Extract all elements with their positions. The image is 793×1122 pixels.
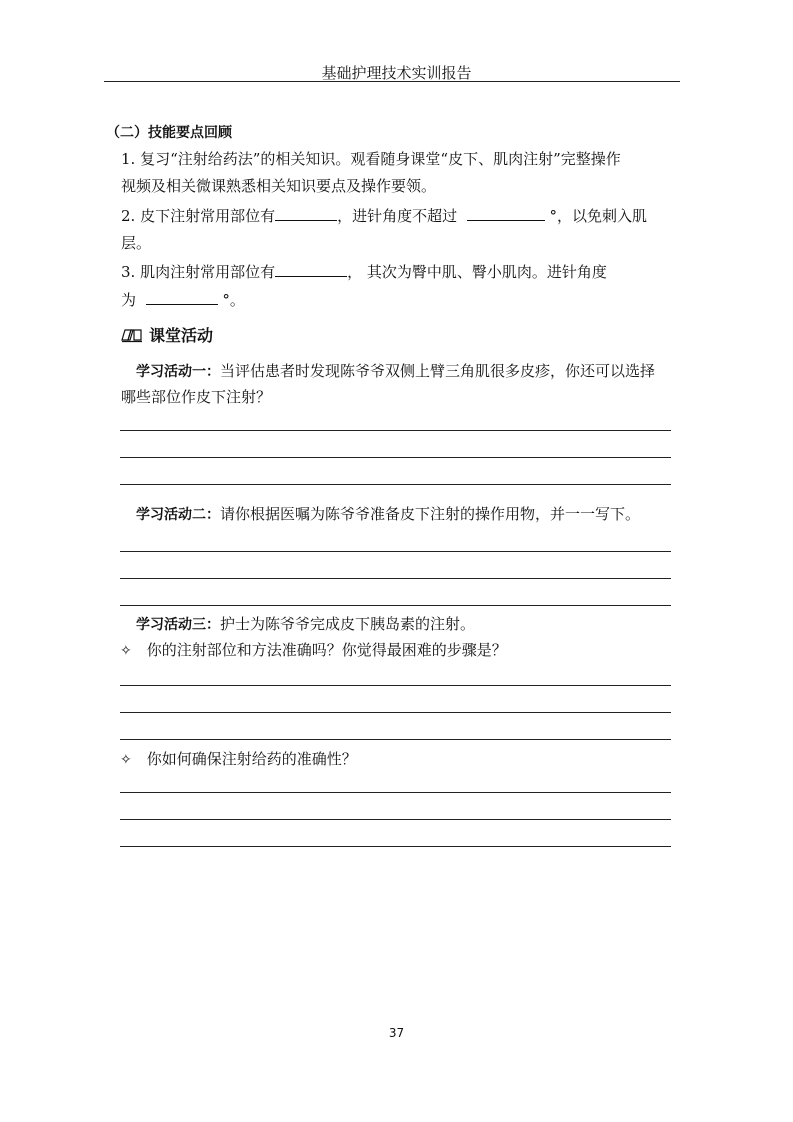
- item3-text-d: °。: [222, 291, 245, 309]
- fill-blank-intramuscular-angle[interactable]: [146, 289, 218, 305]
- fill-blank-subcutaneous-angle[interactable]: [467, 205, 545, 221]
- question2-text: 你如何确保注射给药的准确性？: [146, 750, 357, 768]
- answer-line[interactable]: [120, 457, 671, 458]
- activity3-text: 护士为陈爷爷完成皮下胰岛素的注射。: [220, 615, 476, 633]
- classroom-heading: [121, 323, 213, 346]
- answer-line[interactable]: [120, 685, 671, 686]
- item2-text-a: 2. 皮下注射常用部位有: [121, 207, 276, 225]
- item3-text-a: 3. 肌肉注射常用部位有: [121, 263, 276, 281]
- header-divider: [104, 81, 680, 82]
- answer-line[interactable]: [120, 430, 671, 431]
- activity3-label: 学习活动三：: [136, 617, 220, 633]
- page-number: 37: [388, 1026, 405, 1040]
- activity1-line1: [136, 361, 655, 382]
- diamond-bullet-icon: ✧: [120, 643, 132, 659]
- classroom-title: 课堂活动: [149, 326, 214, 345]
- item1-line1: 1. 复习“注射给药法”的相关知识。观看随身课堂“皮下、肌肉注射”完整操作: [121, 150, 621, 168]
- question2-line: [120, 749, 357, 770]
- activity2-text: 请你根据医嘱为陈爷爷准备皮下注射的操作用物，并一一写下。: [220, 505, 641, 523]
- book-icon: [121, 327, 143, 343]
- question1-text: 你的注射部位和方法准确吗？你觉得最困难的步骤是？: [146, 641, 507, 659]
- item3-line1: [121, 261, 607, 282]
- item2-text-c: °，以免刺入肌: [549, 207, 647, 225]
- answer-line[interactable]: [120, 605, 671, 606]
- diamond-bullet-icon: ✧: [120, 752, 132, 768]
- activity2-label: 学习活动二：: [136, 507, 220, 523]
- report-title: 基础护理技术实训报告: [321, 64, 472, 82]
- activity3-line: [136, 614, 475, 635]
- question1-line: [120, 640, 507, 661]
- item3-text-c: 为: [121, 291, 137, 309]
- item3-text-b: ， 其次为臀中肌、臀小肌肉。进针角度: [347, 263, 607, 281]
- item2-line1: [121, 205, 647, 226]
- answer-line[interactable]: [120, 739, 671, 740]
- activity2-line: [136, 504, 640, 525]
- answer-line[interactable]: [120, 484, 671, 485]
- answer-line[interactable]: [120, 819, 671, 820]
- activity1-label: 学习活动一：: [136, 364, 220, 380]
- answer-line[interactable]: [120, 712, 671, 713]
- answer-line[interactable]: [120, 551, 671, 552]
- answer-line[interactable]: [120, 846, 671, 847]
- item3-line2: [121, 289, 245, 310]
- item2-text-b: ，进针角度不超过: [337, 207, 458, 225]
- answer-line[interactable]: [120, 578, 671, 579]
- answer-line[interactable]: [120, 792, 671, 793]
- fill-blank-subcutaneous-site[interactable]: [275, 205, 337, 221]
- activity1-line2: 哪些部位作皮下注射？: [121, 388, 272, 406]
- section-title: （二）技能要点回顾: [106, 125, 232, 141]
- item1-line2: 视频及相关微课熟悉相关知识要点及操作要领。: [121, 177, 437, 195]
- item2-line2: 层。: [121, 234, 152, 252]
- fill-blank-intramuscular-site[interactable]: [275, 261, 347, 277]
- activity1-text: 当评估患者时发现陈爷爷双侧上臂三角肌很多皮疹，你还可以选择: [220, 362, 656, 380]
